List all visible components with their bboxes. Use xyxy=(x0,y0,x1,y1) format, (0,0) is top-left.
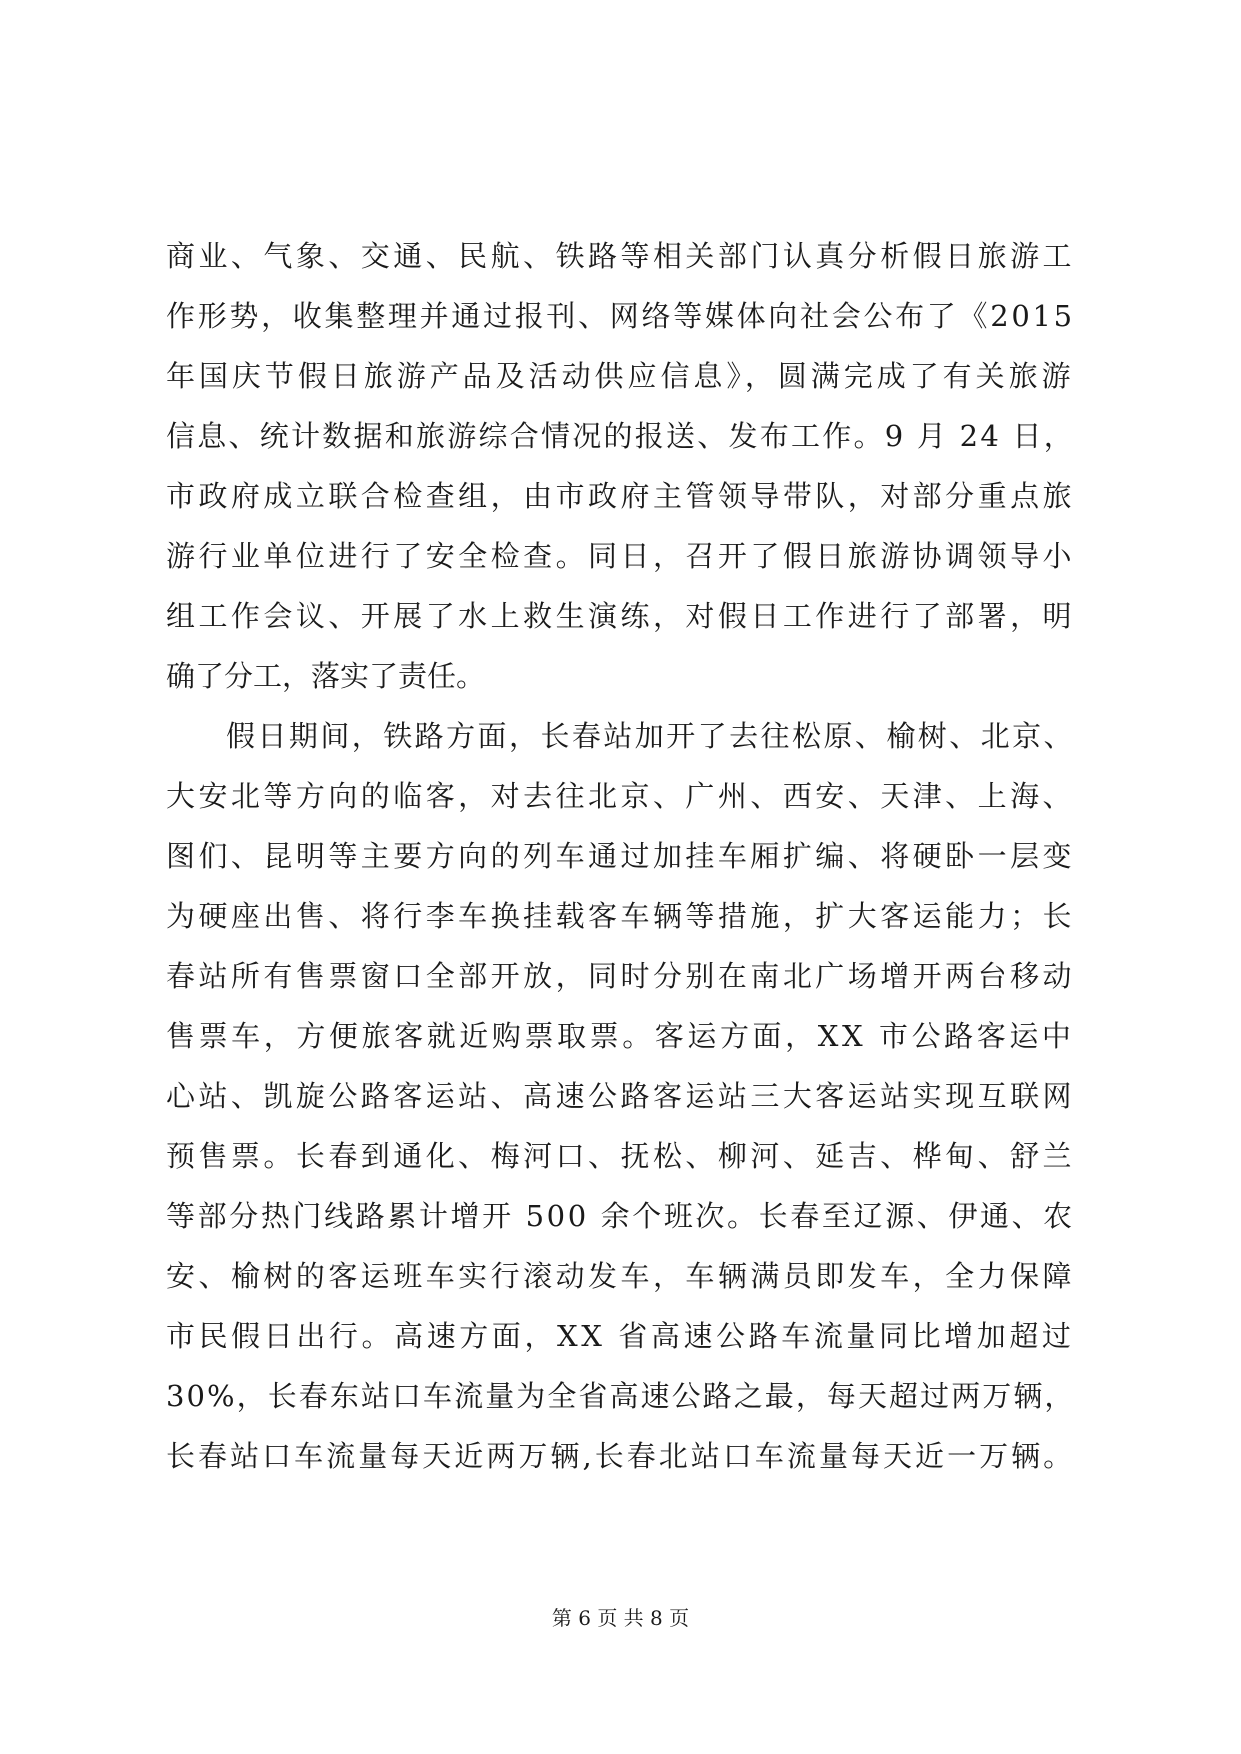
text-line: 大安北等方向的临客，对去往北京、广州、西安、天津、上海、 xyxy=(166,779,1076,813)
text-line: 组工作会议、开展了水上救生演练，对假日工作进行了部署，明 xyxy=(166,599,1076,633)
text-line: 游行业单位进行了安全检查。同日，召开了假日旅游协调领导小 xyxy=(166,539,1076,573)
text-line: 市民假日出行。高速方面，XX 省高速公路车流量同比增加超过 xyxy=(166,1319,1075,1353)
text-line: 年国庆节假日旅游产品及活动供应信息》，圆满完成了有关旅游 xyxy=(166,359,1075,393)
text-line: 图们、昆明等主要方向的列车通过加挂车厢扩编、将硬卧一层变 xyxy=(166,839,1076,873)
text-line: 长春站口车流量每天近两万辆,长春北站口车流量每天近一万辆。 xyxy=(166,1439,1076,1473)
text-line: 售票车，方便旅客就近购票取票。客运方面，XX 市公路客运中 xyxy=(166,1019,1075,1053)
text-line: 预售票。长春到通化、梅河口、抚松、柳河、延吉、桦甸、舒兰 xyxy=(166,1139,1076,1173)
text-line: 30%，长春东站口车流量为全省高速公路之最，每天超过两万辆， xyxy=(166,1379,1076,1413)
text-line: 安、榆树的客运班车实行滚动发车，车辆满员即发车，全力保障 xyxy=(166,1259,1076,1293)
page-number-footer: 第 6 页 共 8 页 xyxy=(551,1606,690,1630)
paragraph-first-line: 假日期间，铁路方面，长春站加开了去往松原、榆树、北京、 xyxy=(226,719,1076,753)
text-line: 确了分工，落实了责任。 xyxy=(166,659,486,693)
text-line: 信息、统计数据和旅游综合情况的报送、发布工作。9 月 24 日， xyxy=(166,419,1076,453)
text-line: 为硬座出售、将行李车换挂载客车辆等措施，扩大客运能力；长 xyxy=(166,899,1076,933)
text-line: 市政府成立联合检查组，由市政府主管领导带队，对部分重点旅 xyxy=(166,479,1076,513)
text-line: 作形势，收集整理并通过报刊、网络等媒体向社会公布了《2015 xyxy=(166,299,1075,333)
text-line: 春站所有售票窗口全部开放，同时分别在南北广场增开两台移动 xyxy=(166,959,1076,993)
text-line: 商业、气象、交通、民航、铁路等相关部门认真分析假日旅游工 xyxy=(166,239,1076,273)
text-line: 心站、凯旋公路客运站、高速公路客运站三大客运站实现互联网 xyxy=(166,1079,1076,1113)
text-line: 等部分热门线路累计增开 500 余个班次。长春至辽源、伊通、农 xyxy=(166,1199,1075,1233)
